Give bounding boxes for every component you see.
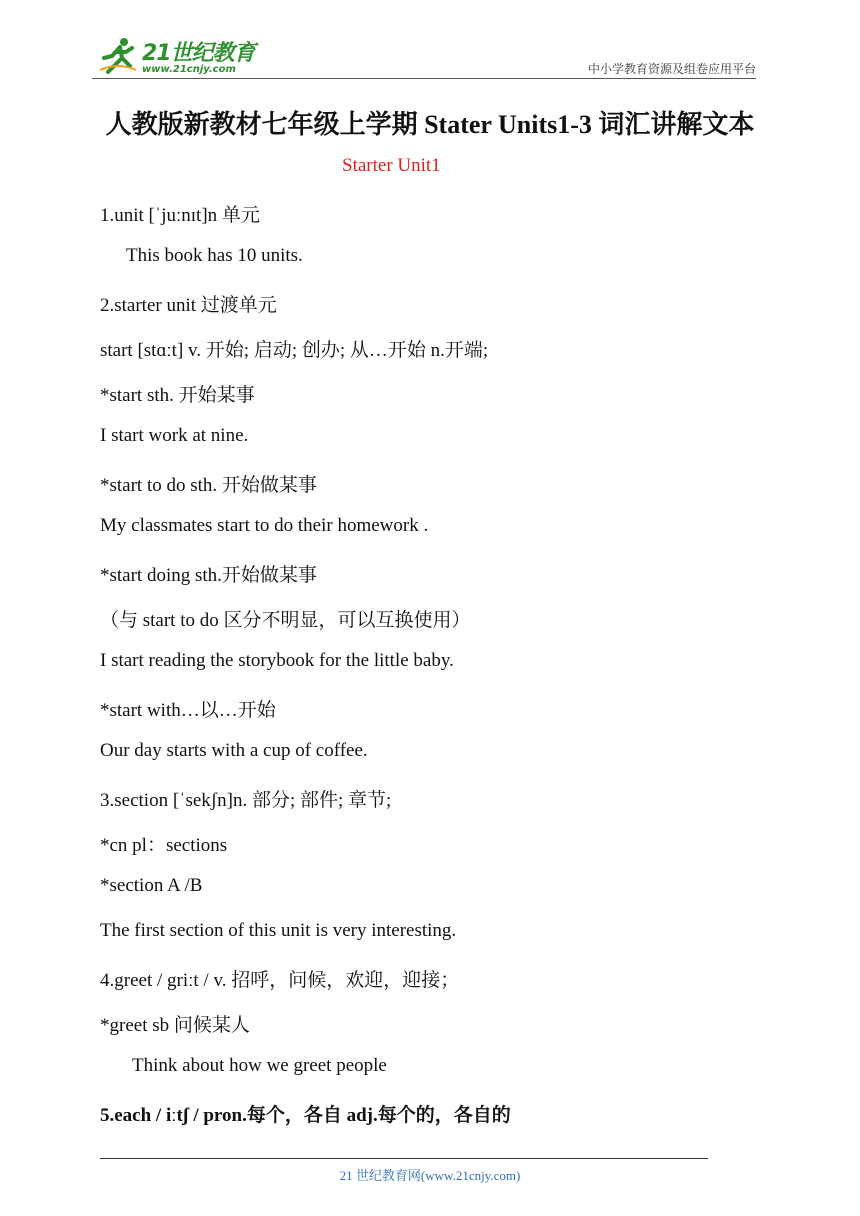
entry-greet: 4.greet / griːt / v. 招呼，问候，欢迎，迎接； [100, 970, 460, 991]
runner-logo-icon [98, 36, 138, 74]
phrase: *start to do sth. 开始做某事 [100, 475, 317, 496]
phrase: *greet sb 问候某人 [100, 1015, 250, 1036]
phrase: *start sth. 开始某事 [100, 385, 255, 406]
logo-text: 21世纪教育 [142, 41, 255, 66]
example-sentence: Think about how we greet people [132, 1055, 387, 1076]
header-platform-text: 中小学教育资源及组卷应用平台 [587, 62, 756, 76]
page-header [92, 34, 756, 80]
footer-text: 21 世纪教育网(www.21cnjy.com) [339, 1168, 521, 1183]
logo-url: www.21cnjy.com [142, 64, 236, 75]
header-divider [92, 78, 756, 79]
footer-divider [100, 1158, 708, 1159]
unit-subtitle: Starter Unit1 [342, 155, 441, 176]
logo [92, 34, 262, 78]
entry-unit: 1.unit [ˈjuːnɪt]n 单元 [100, 205, 260, 226]
entry-start: start [stɑːt] v. 开始; 启动; 创办; 从…开始 n.开端; [100, 340, 489, 361]
phrase: *section A /B [100, 875, 203, 896]
entry-starter-unit: 2.starter unit 过渡单元 [100, 295, 277, 316]
entry-each: 5.each / iːtʃ / pron.每个，各自 adj.每个的，各自的 [100, 1105, 511, 1126]
entry-section: 3.section [ˈsekʃn]n. 部分; 部件; 章节; [100, 790, 392, 811]
usage-note: （与 start to do 区分不明显，可以互换使用） [100, 610, 471, 631]
phrase: *start with…以…开始 [100, 700, 276, 721]
example-sentence: This book has 10 units. [126, 245, 303, 266]
plural-note: *cn pl：sections [100, 835, 228, 856]
document-title: 人教版新教材七年级上学期 Stater Units1-3 词汇讲解文本 [105, 110, 755, 139]
example-sentence: I start work at nine. [100, 425, 249, 446]
example-sentence: Our day starts with a cup of coffee. [100, 740, 368, 761]
example-sentence: The first section of this unit is very interesting. [100, 920, 457, 941]
example-sentence: I start reading the storybook for the little baby. [100, 650, 454, 671]
example-sentence: My classmates start to do their homework . [100, 515, 429, 536]
phrase: *start doing sth.开始做某事 [100, 565, 317, 586]
